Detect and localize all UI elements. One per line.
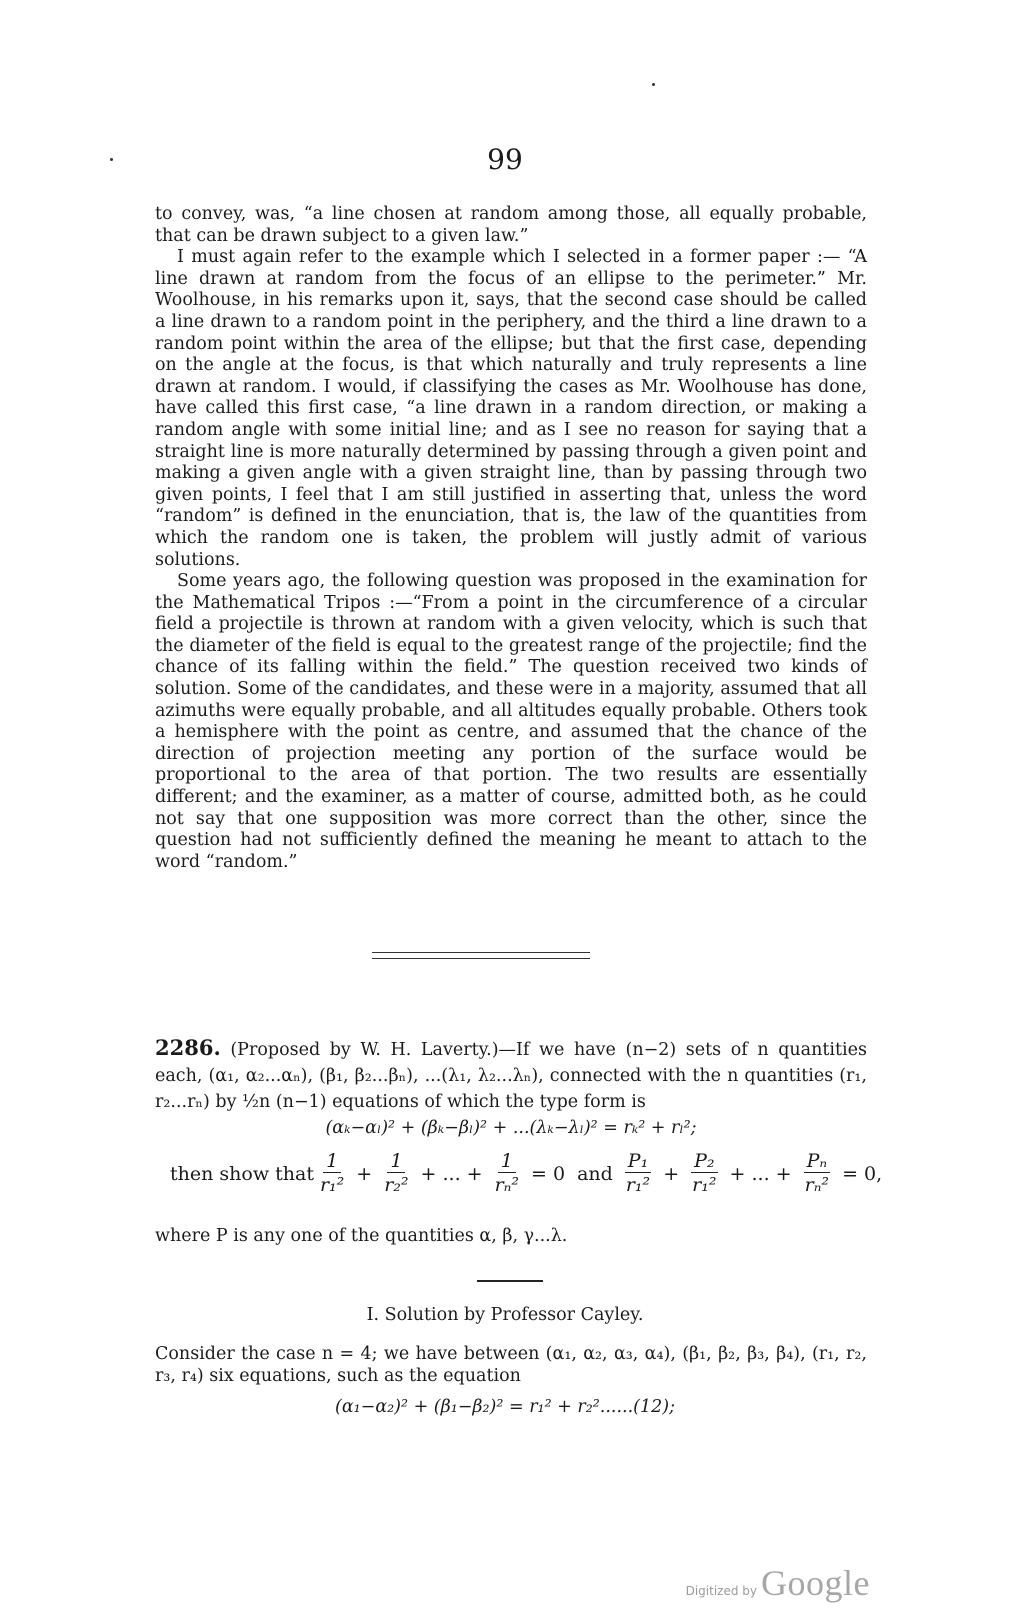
fraction-p2 xyxy=(691,1150,717,1197)
plus-sign: + xyxy=(663,1162,680,1185)
fraction-denominator: r₁² xyxy=(692,1174,717,1196)
fraction-numerator: 1 xyxy=(323,1150,341,1173)
fraction-denominator: r₁² xyxy=(625,1174,651,1196)
fraction-p1 xyxy=(625,1150,651,1197)
plus-sign: + xyxy=(356,1162,373,1185)
page-number: 99 xyxy=(487,143,523,176)
equals-zero-end: = 0, xyxy=(842,1162,883,1185)
solution-equation: (α₁−α₂)² + (β₁−β₂)² = r₁² + r₂²......(12); xyxy=(335,1397,675,1417)
problem-number: 2286. xyxy=(155,1035,221,1060)
section-divider xyxy=(372,952,590,959)
then-show-text: then show that xyxy=(170,1162,314,1185)
and-text: and xyxy=(577,1162,613,1185)
fraction-1 xyxy=(320,1150,344,1197)
paragraph-2: I must again refer to the example which I selected in a former paper :— “A line drawn at random from the focus of an ellipse to the perimeter.” Mr. Woolhouse, in his remarks upon it, says, that the second case should be called a line drawn to a random point in the periphery, and the third a line drawn to a random point within the area of the ellipse; but that the first case, depending on the angle at the focus, is that which naturally and truly represents a line drawn at random. I would, if classifying the cases as Mr. Woolhouse has done, have called this first case, “a line drawn in a random direction, or making a random angle with some initial line; and as I see no reason for saying that a straight line is more naturally determined by passing through a given point and making a given angle with a given straight line, than by passing through two given points, I feel that I am still justified in asserting that, unless the word “random” is defined in the enunciation, that is, the law of the quantities from which the random one is taken, the problem will justly admit of various solutions. xyxy=(155,247,867,570)
problem-intro: (Proposed by W. H. Laverty.)—If we have (n−2) sets of n quantities each, (α₁, α₂...αₙ), (β₁, β₂...βₙ), ...(λ₁, λ₂...λₙ), connected with the n quantities (r₁, r₂...rₙ) by ½n (n−1) equations of which the type form is xyxy=(155,1040,867,1112)
paragraph-3: Some years ago, the following question was proposed in the examination for the Mathematical Tripos :—“From a point in the circumference of a circular field a projectile is thrown at random with a given velocity, which is such that the diameter of the field is equal to the greatest range of the projectile; find the chance of its falling within the field.” The question received two kinds of solution. Some of the candidates, and these were in a majority, assumed that all azimuths were equally probable, and all altitudes equally probable. Others took a hemisphere with the point as centre, and assumed that the chance of the direction of projection meeting any portion of the surface would be proportional to the area of that portion. The two results are essentially different; and the examiner, as a matter of course, admitted both, as he could not say that one supposition was more correct than the other, since the question had not sufficiently defined the meaning he meant to attach to the word “random.” xyxy=(155,571,867,872)
type-equation: (αₖ−αₗ)² + (βₖ−βₗ)² + ...(λₖ−λₗ)² = rₖ² + rₗ²; xyxy=(325,1118,697,1138)
where-clause: where P is any one of the quantities α, β, γ...λ. xyxy=(155,1226,568,1246)
ellipsis-sum: + ... + xyxy=(729,1162,792,1185)
fraction-pn xyxy=(804,1150,830,1197)
fraction-denominator: r₁² xyxy=(319,1174,345,1196)
google-logo: Google xyxy=(761,1563,870,1603)
fraction-numerator: 1 xyxy=(387,1150,405,1173)
equals-zero: = 0 xyxy=(531,1162,566,1185)
digitized-watermark xyxy=(686,1562,870,1604)
page-speck xyxy=(652,83,655,86)
watermark-caption: Digitized by xyxy=(685,1584,758,1598)
solution-heading: I. Solution by Professor Cayley. xyxy=(366,1305,644,1325)
fraction-numerator: P₂ xyxy=(691,1150,717,1173)
fraction-denominator: rₙ² xyxy=(494,1174,519,1196)
ellipsis-sum: + ... + xyxy=(420,1162,483,1185)
fraction-denominator: rₙ² xyxy=(804,1174,830,1196)
fraction-numerator: Pₙ xyxy=(804,1150,830,1173)
fraction-2 xyxy=(384,1150,408,1197)
problem-statement xyxy=(155,1035,867,1141)
fraction-numerator: P₁ xyxy=(625,1150,651,1173)
short-divider xyxy=(477,1280,543,1282)
paragraph-1: to convey, was, “a line chosen at random among those, all equally probable, that can be drawn subject to a given law.” xyxy=(155,204,867,246)
result-equation xyxy=(170,1150,888,1197)
fraction-numerator: 1 xyxy=(498,1150,516,1173)
body-text xyxy=(155,204,867,873)
fraction-n xyxy=(495,1150,519,1197)
solution-text: Consider the case n = 4; we have between (α₁, α₂, α₃, α₄), (β₁, β₂, β₃, β₄), (r₁, r₂, r₃, r₄) six equations, such as the equation xyxy=(155,1344,867,1386)
fraction-denominator: r₂² xyxy=(384,1174,409,1196)
